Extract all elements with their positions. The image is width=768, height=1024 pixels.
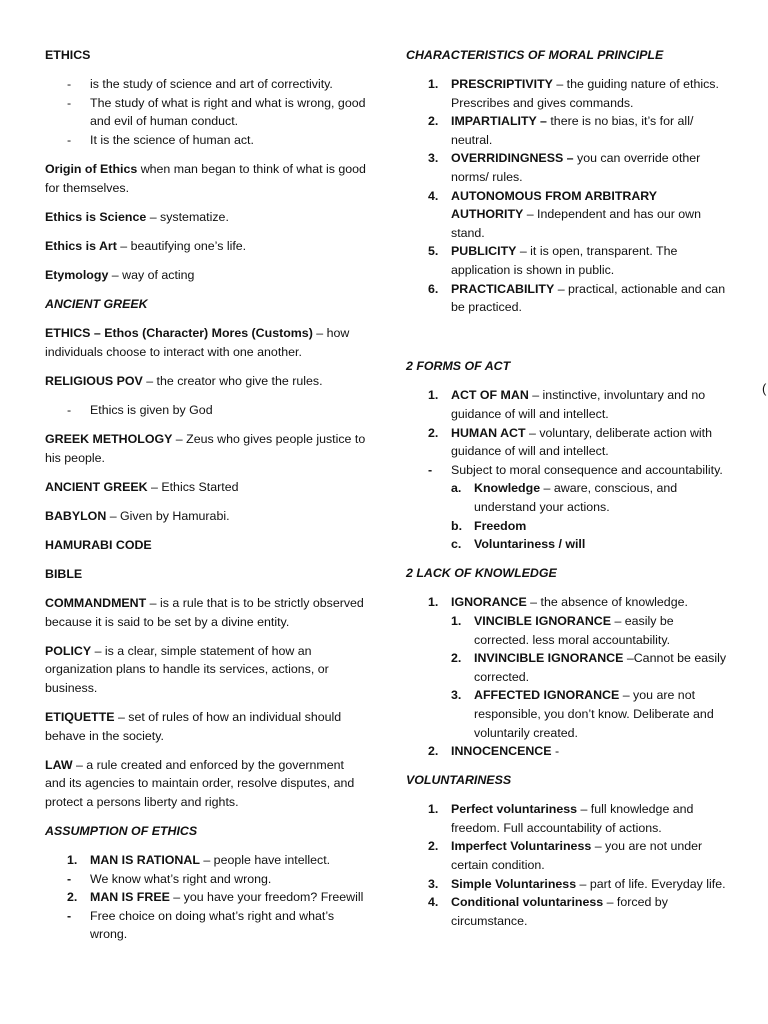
- list-item: 2. IMPARTIALITY – there is no bias, it’s for all/ neutral.: [428, 114, 694, 147]
- section-spacer: [406, 327, 728, 357]
- ancient-greek-heading: ANCIENT GREEK: [45, 296, 148, 311]
- moral-principle-list: [406, 75, 728, 317]
- dash-marker: -: [67, 132, 72, 147]
- sub-list-item: b. Freedom: [451, 518, 527, 533]
- list-item: 1. ACT OF MAN – instinctive, involuntary and no guidance of will and intellect.: [428, 388, 706, 421]
- list-item: 1. MAN IS RATIONAL – people have intellect.: [67, 853, 331, 867]
- list-item: 3. Simple Voluntariness – part of life. Everyday life.: [428, 876, 726, 891]
- list-item: 2. INNOCENCENCE -: [428, 744, 560, 759]
- sub-list-item: a. Knowledge – aware, conscious, and understand your actions.: [451, 481, 678, 514]
- law-paragraph: LAW – a rule created and enforced by the government and its agencies to maintain order, resolve disputes, and protect a persons liberty and rights.: [45, 757, 355, 809]
- list-item: 3. OVERRIDINGNESS – you can override other norms/ rules.: [428, 151, 701, 185]
- sub-list-item: 1. VINCIBLE IGNORANCE – easily be corrected. less moral accountability.: [451, 613, 674, 647]
- dash-marker: -: [67, 95, 72, 110]
- commandment-paragraph: COMMANDMENT – is a rule that is to be strictly observed because it is said to be set by a divine entity.: [45, 595, 364, 629]
- list-item: 4. AUTONOMOUS FROM ARBITRARY AUTHORITY – Independent and has our own stand.: [428, 188, 702, 240]
- voluntariness-heading: VOLUNTARINESS: [406, 773, 512, 788]
- art-paragraph: Ethics is Art – beautifying one’s life.: [45, 238, 247, 253]
- list-item: 1. Perfect voluntariness – full knowledge and freedom. Full accountability of actions.: [428, 802, 694, 835]
- list-item: - Subject to moral consequence and accountability.: [428, 462, 723, 477]
- sub-list-item: 3. AFFECTED IGNORANCE – you are not responsible, you don’t know. Deliberate and voluntarily created.: [451, 688, 714, 740]
- ethics-bullets: [45, 75, 367, 149]
- list-item: 4. Conditional voluntariness – forced by circumstance.: [428, 895, 668, 928]
- list-item: 5. PUBLICITY – it is open, transparent. The application is shown in public.: [428, 244, 678, 278]
- moral-principle-heading: CHARACTERISTICS OF MORAL PRINCIPLE: [406, 48, 664, 62]
- left-column: [45, 46, 367, 954]
- page-edge-mark: (: [762, 381, 767, 396]
- bible-heading: BIBLE: [45, 566, 83, 581]
- forms-of-act-list: [406, 386, 728, 553]
- etymology-paragraph: Etymology – way of acting: [45, 267, 195, 282]
- lack-of-knowledge-heading: 2 LACK OF KNOWLEDGE: [406, 566, 557, 581]
- policy-paragraph: POLICY – is a clear, simple statement of how an organization plans to handle its services, actions, or business.: [45, 643, 329, 695]
- list-item: - The study of what is right and what is wrong, good and evil of human conduct.: [67, 95, 366, 129]
- assumption-heading: ASSUMPTION OF ETHICS: [45, 823, 198, 838]
- lack-of-knowledge-list: [406, 593, 728, 760]
- voluntariness-list: [406, 800, 728, 930]
- ethos-paragraph: ETHICS – Ethos (Character) Mores (Customs) – how individuals choose to interact with one another.: [45, 326, 350, 359]
- right-column: [406, 46, 728, 941]
- forms-of-act-heading: 2 FORMS OF ACT: [406, 359, 511, 374]
- dash-marker: -: [67, 77, 72, 92]
- list-item: 2. Imperfect Voluntariness – you are not under certain condition.: [428, 839, 703, 873]
- origin-paragraph: Origin of Ethics when man began to think of what is good for themselves.: [45, 161, 366, 195]
- list-item: - Ethics is given by God: [45, 401, 367, 420]
- list-item: 2. MAN IS FREE – you have your freedom? Freewill: [67, 890, 364, 905]
- list-item: 1. IGNORANCE – the absence of knowledge.: [428, 595, 688, 610]
- list-item: 2. HUMAN ACT – voluntary, deliberate action with guidance of will and intellect.: [428, 425, 712, 459]
- ethics-heading: ETHICS: [45, 48, 91, 62]
- greek-mythology-paragraph: GREEK METHOLOGY – Zeus who gives people justice to his people.: [45, 431, 366, 465]
- religious-paragraph: RELIGIOUS POV – the creator who give the rules.: [45, 373, 323, 388]
- assumption-list: [45, 851, 367, 944]
- hamurabi-heading: HAMURABI CODE: [45, 537, 152, 552]
- dash-marker: -: [67, 402, 72, 417]
- list-item: 1. PRESCRIPTIVITY – the guiding nature of ethics. Prescribes and gives commands.: [428, 77, 719, 110]
- babylon-paragraph: BABYLON – Given by Hamurabi.: [45, 508, 230, 523]
- science-paragraph: Ethics is Science – systematize.: [45, 209, 229, 224]
- etiquette-paragraph: ETIQUETTE – set of rules of how an individual should behave in the society.: [45, 709, 342, 743]
- religious-bullets: [45, 401, 367, 420]
- ancient-greek-paragraph: ANCIENT GREEK – Ethics Started: [45, 479, 239, 494]
- list-item: - Free choice on doing what’s right and what’s wrong.: [67, 908, 335, 942]
- list-item: - It is the science of human act.: [45, 131, 367, 150]
- list-item: 6. PRACTICABILITY – practical, actionable and can be practiced.: [428, 281, 726, 315]
- sub-list-item: 2. INVINCIBLE IGNORANCE –Cannot be easily corrected.: [451, 651, 727, 684]
- sub-list-item: c. Voluntariness / will: [451, 537, 586, 552]
- list-item: - We know what’s right and wrong.: [67, 871, 272, 886]
- list-item: - is the study of science and art of correctivity.: [45, 75, 367, 94]
